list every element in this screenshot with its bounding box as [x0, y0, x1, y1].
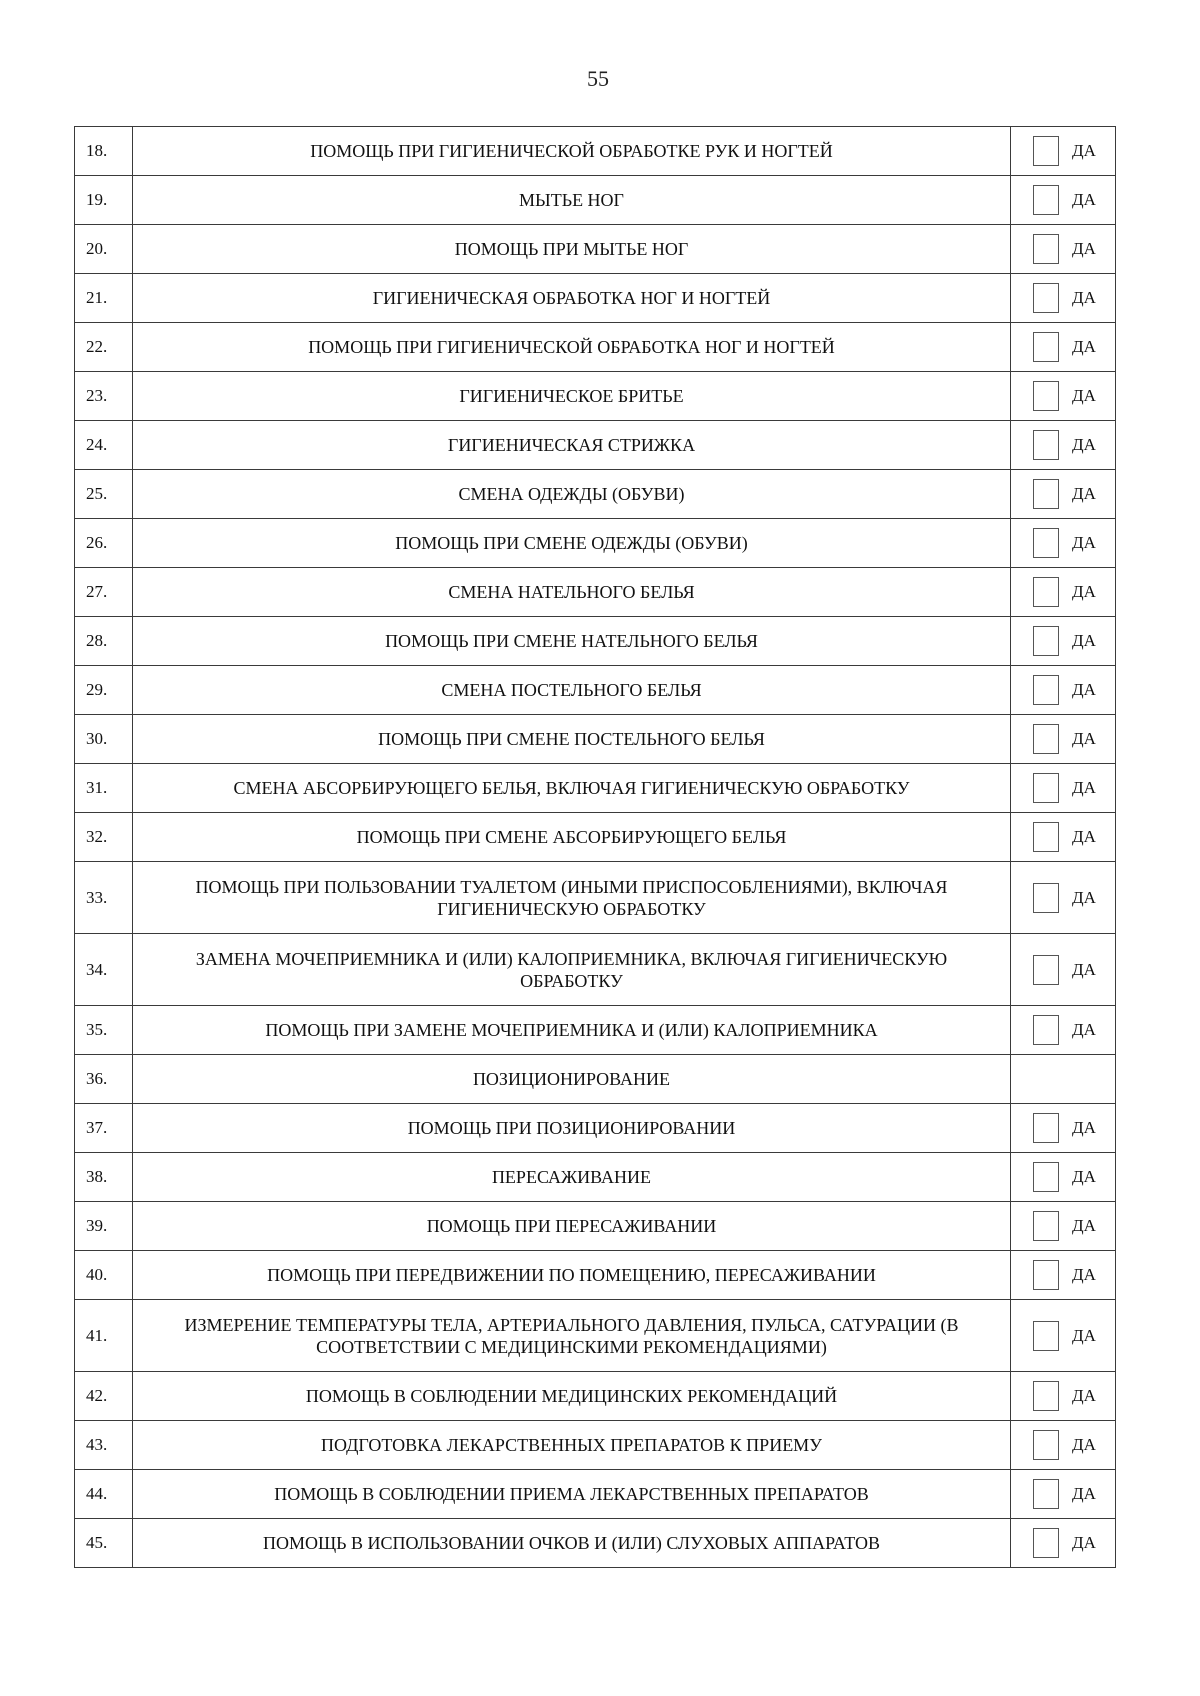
yes-checkbox[interactable]	[1033, 1321, 1059, 1351]
service-description: ПОМОЩЬ ПРИ СМЕНЕ ПОСТЕЛЬНОГО БЕЛЬЯ	[133, 715, 1011, 764]
service-description: ГИГИЕНИЧЕСКАЯ СТРИЖКА	[133, 421, 1011, 470]
table-row	[75, 764, 1116, 813]
service-description: ГИГИЕНИЧЕСКАЯ ОБРАБОТКА НОГ И НОГТЕЙ	[133, 274, 1011, 323]
table-row	[75, 1251, 1116, 1300]
answer-cell	[1011, 1153, 1116, 1202]
row-number: 40.	[75, 1251, 133, 1300]
row-number: 39.	[75, 1202, 133, 1251]
yes-label: ДА	[1072, 1265, 1096, 1284]
answer-cell	[1011, 1006, 1116, 1055]
answer-cell	[1011, 568, 1116, 617]
table-row	[75, 323, 1116, 372]
table-row	[75, 176, 1116, 225]
answer-option	[1011, 1162, 1115, 1192]
service-description: ПОМОЩЬ В СОБЛЮДЕНИИ МЕДИЦИНСКИХ РЕКОМЕНДАЦИЙ	[133, 1372, 1011, 1421]
row-number: 35.	[75, 1006, 133, 1055]
yes-label: ДА	[1072, 1533, 1096, 1552]
service-description: ПЕРЕСАЖИВАНИЕ	[133, 1153, 1011, 1202]
table-row	[75, 421, 1116, 470]
table-row	[75, 1153, 1116, 1202]
yes-label: ДА	[1072, 1020, 1096, 1039]
yes-checkbox[interactable]	[1033, 283, 1059, 313]
yes-label: ДА	[1072, 827, 1096, 846]
answer-option	[1011, 1211, 1115, 1241]
answer-option	[1011, 724, 1115, 754]
table-row	[75, 127, 1116, 176]
yes-label: ДА	[1072, 729, 1096, 748]
yes-label: ДА	[1072, 1386, 1096, 1405]
row-number: 21.	[75, 274, 133, 323]
service-description: ПОМОЩЬ ПРИ ПЕРЕСАЖИВАНИИ	[133, 1202, 1011, 1251]
answer-cell	[1011, 323, 1116, 372]
yes-checkbox[interactable]	[1033, 1162, 1059, 1192]
answer-option	[1011, 1113, 1115, 1143]
yes-checkbox[interactable]	[1033, 1528, 1059, 1558]
answer-option	[1011, 185, 1115, 215]
yes-label: ДА	[1072, 141, 1096, 160]
table-row	[75, 225, 1116, 274]
service-description: СМЕНА НАТЕЛЬНОГО БЕЛЬЯ	[133, 568, 1011, 617]
table-row	[75, 1104, 1116, 1153]
checklist-body	[75, 127, 1116, 1568]
service-description: ГИГИЕНИЧЕСКОЕ БРИТЬЕ	[133, 372, 1011, 421]
table-row	[75, 1300, 1116, 1372]
yes-label: ДА	[1072, 1325, 1096, 1345]
yes-label: ДА	[1072, 959, 1096, 979]
answer-cell	[1011, 1055, 1116, 1104]
service-description: ЗАМЕНА МОЧЕПРИЕМНИКА И (ИЛИ) КАЛОПРИЕМНИКА, ВКЛЮЧАЯ ГИГИЕНИЧЕСКУЮ ОБРАБОТКУ	[133, 934, 1011, 1006]
yes-label: ДА	[1072, 190, 1096, 209]
row-number: 24.	[75, 421, 133, 470]
yes-checkbox[interactable]	[1033, 883, 1059, 913]
service-description: ПОДГОТОВКА ЛЕКАРСТВЕННЫХ ПРЕПАРАТОВ К ПРИЕМУ	[133, 1421, 1011, 1470]
services-checklist-table	[74, 126, 1116, 1568]
yes-checkbox[interactable]	[1033, 626, 1059, 656]
answer-option	[1011, 1430, 1115, 1460]
answer-option	[1011, 955, 1115, 985]
row-number: 45.	[75, 1519, 133, 1568]
answer-option	[1011, 773, 1115, 803]
yes-label: ДА	[1072, 1167, 1096, 1186]
answer-option	[1011, 381, 1115, 411]
answer-cell	[1011, 421, 1116, 470]
answer-option	[1011, 1479, 1115, 1509]
row-number: 41.	[75, 1300, 133, 1372]
service-description: ПОМОЩЬ В ИСПОЛЬЗОВАНИИ ОЧКОВ И (ИЛИ) СЛУХОВЫХ АППАРАТОВ	[133, 1519, 1011, 1568]
service-description: МЫТЬЕ НОГ	[133, 176, 1011, 225]
yes-checkbox[interactable]	[1033, 185, 1059, 215]
table-row	[75, 1519, 1116, 1568]
yes-label: ДА	[1072, 631, 1096, 650]
yes-label: ДА	[1072, 533, 1096, 552]
service-description: СМЕНА АБСОРБИРУЮЩЕГО БЕЛЬЯ, ВКЛЮЧАЯ ГИГИЕНИЧЕСКУЮ ОБРАБОТКУ	[133, 764, 1011, 813]
yes-checkbox[interactable]	[1033, 1260, 1059, 1290]
row-number: 19.	[75, 176, 133, 225]
answer-cell	[1011, 274, 1116, 323]
service-description: ПОМОЩЬ ПРИ СМЕНЕ АБСОРБИРУЮЩЕГО БЕЛЬЯ	[133, 813, 1011, 862]
yes-checkbox[interactable]	[1033, 1211, 1059, 1241]
answer-option	[1011, 1260, 1115, 1290]
row-number: 36.	[75, 1055, 133, 1104]
service-description: СМЕНА ПОСТЕЛЬНОГО БЕЛЬЯ	[133, 666, 1011, 715]
yes-checkbox[interactable]	[1033, 1015, 1059, 1045]
table-row	[75, 666, 1116, 715]
table-row	[75, 617, 1116, 666]
answer-cell	[1011, 1421, 1116, 1470]
row-number: 29.	[75, 666, 133, 715]
yes-label: ДА	[1072, 1484, 1096, 1503]
table-row	[75, 715, 1116, 764]
answer-cell	[1011, 176, 1116, 225]
answer-cell	[1011, 519, 1116, 568]
row-number: 38.	[75, 1153, 133, 1202]
yes-label: ДА	[1072, 680, 1096, 699]
yes-checkbox[interactable]	[1033, 724, 1059, 754]
yes-label: ДА	[1072, 288, 1096, 307]
yes-label: ДА	[1072, 1118, 1096, 1137]
answer-option	[1011, 1015, 1115, 1045]
table-row	[75, 568, 1116, 617]
answer-cell	[1011, 1202, 1116, 1251]
row-number: 44.	[75, 1470, 133, 1519]
table-row	[75, 813, 1116, 862]
yes-label: ДА	[1072, 484, 1096, 503]
answer-option	[1011, 883, 1115, 913]
yes-checkbox[interactable]	[1033, 1113, 1059, 1143]
answer-cell	[1011, 470, 1116, 519]
yes-label: ДА	[1072, 1435, 1096, 1454]
answer-option	[1011, 577, 1115, 607]
answer-cell	[1011, 934, 1116, 1006]
answer-cell	[1011, 764, 1116, 813]
answer-option	[1011, 479, 1115, 509]
answer-cell	[1011, 1300, 1116, 1372]
answer-cell	[1011, 617, 1116, 666]
page-number: 55	[587, 66, 609, 91]
service-description: СМЕНА ОДЕЖДЫ (ОБУВИ)	[133, 470, 1011, 519]
service-description: ПОЗИЦИОНИРОВАНИЕ	[133, 1055, 1011, 1104]
yes-checkbox[interactable]	[1033, 822, 1059, 852]
yes-checkbox[interactable]	[1033, 136, 1059, 166]
answer-cell	[1011, 666, 1116, 715]
table-row	[75, 1421, 1116, 1470]
row-number: 30.	[75, 715, 133, 764]
service-description: ПОМОЩЬ ПРИ ПОЛЬЗОВАНИИ ТУАЛЕТОМ (ИНЫМИ ПРИСПОСОБЛЕНИЯМИ), ВКЛЮЧАЯ ГИГИЕНИЧЕСКУЮ ОБРАБОТКУ	[133, 862, 1011, 934]
yes-checkbox[interactable]	[1033, 1381, 1059, 1411]
yes-label: ДА	[1072, 1216, 1096, 1235]
table-row	[75, 1372, 1116, 1421]
service-description: ПОМОЩЬ В СОБЛЮДЕНИИ ПРИЕМА ЛЕКАРСТВЕННЫХ ПРЕПАРАТОВ	[133, 1470, 1011, 1519]
yes-checkbox[interactable]	[1033, 577, 1059, 607]
row-number: 27.	[75, 568, 133, 617]
row-number: 23.	[75, 372, 133, 421]
yes-checkbox[interactable]	[1033, 1479, 1059, 1509]
table-row	[75, 1202, 1116, 1251]
service-description: ПОМОЩЬ ПРИ МЫТЬЕ НОГ	[133, 225, 1011, 274]
row-number: 32.	[75, 813, 133, 862]
row-number: 25.	[75, 470, 133, 519]
yes-checkbox[interactable]	[1033, 381, 1059, 411]
table-row	[75, 1006, 1116, 1055]
row-number: 22.	[75, 323, 133, 372]
answer-cell	[1011, 862, 1116, 934]
service-description: ПОМОЩЬ ПРИ ЗАМЕНЕ МОЧЕПРИЕМНИКА И (ИЛИ) КАЛОПРИЕМНИКА	[133, 1006, 1011, 1055]
yes-checkbox[interactable]	[1033, 430, 1059, 460]
row-number: 28.	[75, 617, 133, 666]
answer-cell	[1011, 225, 1116, 274]
yes-label: ДА	[1072, 582, 1096, 601]
answer-option	[1011, 430, 1115, 460]
answer-option	[1011, 136, 1115, 166]
answer-cell	[1011, 1251, 1116, 1300]
yes-label: ДА	[1072, 778, 1096, 797]
table-row	[75, 862, 1116, 934]
answer-option	[1011, 234, 1115, 264]
row-number: 34.	[75, 934, 133, 1006]
service-description: ИЗМЕРЕНИЕ ТЕМПЕРАТУРЫ ТЕЛА, АРТЕРИАЛЬНОГО ДАВЛЕНИЯ, ПУЛЬСА, САТУРАЦИИ (В СООТВЕТСТВИИ С МЕДИЦИНСКИМИ РЕКОМЕНДАЦИЯМИ)	[133, 1300, 1011, 1372]
table-row	[75, 372, 1116, 421]
table-row	[75, 1470, 1116, 1519]
table-row	[75, 519, 1116, 568]
table-row	[75, 470, 1116, 519]
row-number: 18.	[75, 127, 133, 176]
service-description: ПОМОЩЬ ПРИ ГИГИЕНИЧЕСКОЙ ОБРАБОТКА НОГ И НОГТЕЙ	[133, 323, 1011, 372]
answer-option	[1011, 1321, 1115, 1351]
row-number: 26.	[75, 519, 133, 568]
service-description: ПОМОЩЬ ПРИ ПОЗИЦИОНИРОВАНИИ	[133, 1104, 1011, 1153]
answer-cell	[1011, 1470, 1116, 1519]
service-description: ПОМОЩЬ ПРИ ПЕРЕДВИЖЕНИИ ПО ПОМЕЩЕНИЮ, ПЕРЕСАЖИВАНИИ	[133, 1251, 1011, 1300]
answer-option	[1011, 283, 1115, 313]
yes-label: ДА	[1072, 435, 1096, 454]
table-row	[75, 1055, 1116, 1104]
yes-checkbox[interactable]	[1033, 955, 1059, 985]
yes-checkbox[interactable]	[1033, 773, 1059, 803]
service-description: ПОМОЩЬ ПРИ ГИГИЕНИЧЕСКОЙ ОБРАБОТКЕ РУК И НОГТЕЙ	[133, 127, 1011, 176]
answer-cell	[1011, 813, 1116, 862]
answer-cell	[1011, 372, 1116, 421]
yes-label: ДА	[1072, 239, 1096, 258]
yes-label: ДА	[1072, 887, 1096, 907]
row-number: 31.	[75, 764, 133, 813]
service-description: ПОМОЩЬ ПРИ СМЕНЕ ОДЕЖДЫ (ОБУВИ)	[133, 519, 1011, 568]
yes-checkbox[interactable]	[1033, 675, 1059, 705]
yes-checkbox[interactable]	[1033, 479, 1059, 509]
row-number: 43.	[75, 1421, 133, 1470]
yes-checkbox[interactable]	[1033, 332, 1059, 362]
answer-option	[1011, 528, 1115, 558]
row-number: 20.	[75, 225, 133, 274]
answer-option	[1011, 822, 1115, 852]
table-row	[75, 934, 1116, 1006]
answer-option	[1011, 675, 1115, 705]
answer-cell	[1011, 715, 1116, 764]
yes-checkbox[interactable]	[1033, 234, 1059, 264]
answer-cell	[1011, 1104, 1116, 1153]
answer-cell	[1011, 1519, 1116, 1568]
answer-cell	[1011, 1372, 1116, 1421]
row-number: 33.	[75, 862, 133, 934]
answer-option	[1011, 332, 1115, 362]
yes-checkbox[interactable]	[1033, 1430, 1059, 1460]
answer-option	[1011, 626, 1115, 656]
answer-option	[1011, 1528, 1115, 1558]
row-number: 37.	[75, 1104, 133, 1153]
row-number: 42.	[75, 1372, 133, 1421]
service-description: ПОМОЩЬ ПРИ СМЕНЕ НАТЕЛЬНОГО БЕЛЬЯ	[133, 617, 1011, 666]
yes-label: ДА	[1072, 386, 1096, 405]
yes-checkbox[interactable]	[1033, 528, 1059, 558]
yes-label: ДА	[1072, 337, 1096, 356]
answer-cell	[1011, 127, 1116, 176]
answer-option	[1011, 1381, 1115, 1411]
table-row	[75, 274, 1116, 323]
